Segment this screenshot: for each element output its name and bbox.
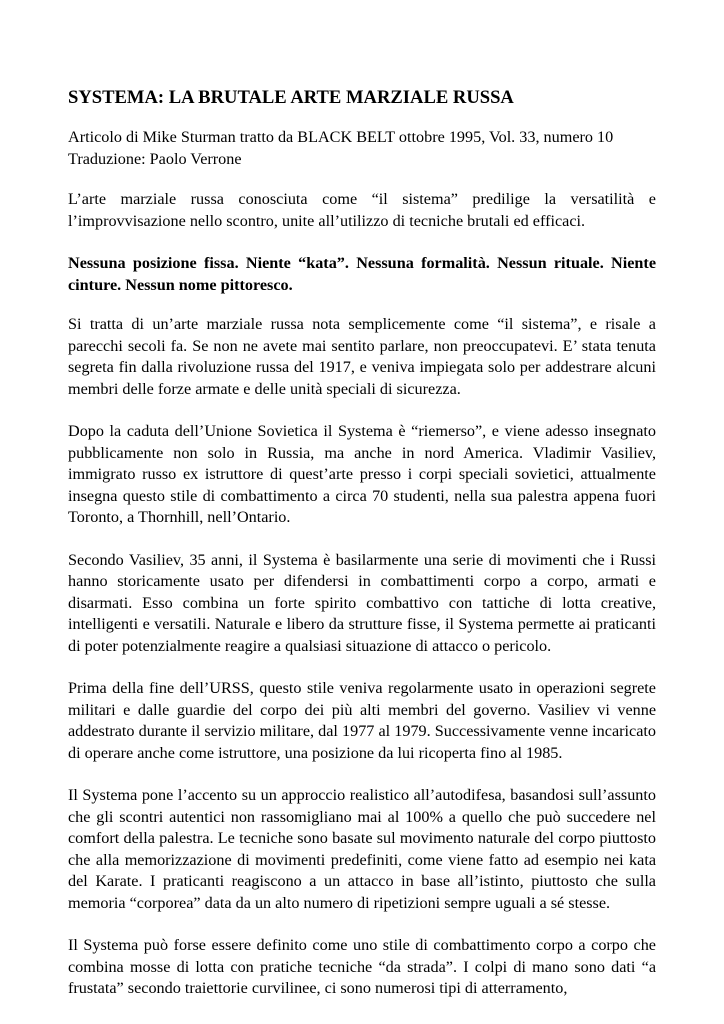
paragraph-lead-bold: Nessuna posizione fissa. Niente “kata”. Nessuna formalità. Nessun rituale. Niente cinture. Nessun nome pittoresco. <box>68 254 656 294</box>
article-translator: Traduzione: Paolo Verrone <box>68 149 242 168</box>
paragraph-definition: Il Systema può forse essere definito come uno stile di combattimento corpo a corpo che combina mosse di lotta con pratiche tecniche “da strada”. I colpi di mano sono dati “a frustata” secondo traiettorie curvilinee, ci sono numerosi tipi di atterramento, <box>68 936 656 997</box>
paragraph-approach: Il Systema pone l’accento su un approccio realistico all’autodifesa, basandosi sull’assunto che gli scontri autentici non rassomigliano mai al 100% a quello che può succedere nel comfort della palestra. Le tecniche sono basate sul movimento naturale del corpo piuttosto che alla memorizzazione di movimenti predefiniti, come viene fatto ad esempio nei kata del Karate. I praticanti reagiscono a un attacco in base all’istinto, piuttosto che sulla memoria “corporea” data da un alto numero di ripetizioni sempre uguali a sé stesse. <box>68 786 656 912</box>
article-source: Articolo di Mike Sturman tratto da BLACK BELT ottobre 1995, Vol. 33, numero 10 <box>68 128 614 146</box>
paragraph-reemergence: Dopo la caduta dell’Unione Sovietica il Systema è “riemerso”, e viene adesso insegnato pubblicamente non solo in Russia, ma anche in nord America. Vladimir Vasiliev, immigrato russo ex istruttore di quest’arte presso i corpi speciali sovietici, attualmente insegna questo stile di combattimento a circa 70 studenti, nella sua palestra appena fuori Toronto, a Thornhill, nell’Ontario. <box>68 422 656 526</box>
paragraph-ussr: Prima della fine dell’URSS, questo stile veniva regolarmente usato in operazioni segrete militari e dalle guardie del corpo dei più alti membri del governo. Vasiliev vi venne addestrato durante il servizio militare, dal 1977 al 1979. Successivamente venne incaricato di operare anche come istruttore, una posizione da lui ricoperta fino al 1985. <box>68 679 656 762</box>
paragraph-intro: L’arte marziale russa conosciuta come “il sistema” predilige la versatilità e l’improvvisazione nello scontro, unite all’utilizzo di tecniche brutali ed efficaci. <box>68 190 656 230</box>
article-byline <box>68 127 656 170</box>
document-title: SYSTEMA: LA BRUTALE ARTE MARZIALE RUSSA <box>68 87 514 108</box>
paragraph-origins: Si tratta di un’arte marziale russa nota semplicemente come “il sistema”, e risale a parecchi secoli fa. Se non ne avete mai sentito parlare, non preoccupatevi. E’ stata tenuta segreta fin dalla rivoluzione russa del 1917, e veniva impiegata solo per addestrare alcuni membri delle forze armate e delle unità speciali di sicurezza. <box>68 315 656 398</box>
document-page <box>68 86 656 1021</box>
paragraph-vasiliev: Secondo Vasiliev, 35 anni, il Systema è basilarmente una serie di movimenti che i Russi hanno storicamente usato per difendersi in combattimenti corpo a corpo, armati e disarmati. Esso combina un forte spirito combattivo con tattiche di lotta creative, intelligenti e versatili. Naturale e libero da strutture fisse, il Systema permette ai praticanti di poter potenzialmente reagire a qualsiasi situazione di attacco o pericolo. <box>68 550 656 655</box>
